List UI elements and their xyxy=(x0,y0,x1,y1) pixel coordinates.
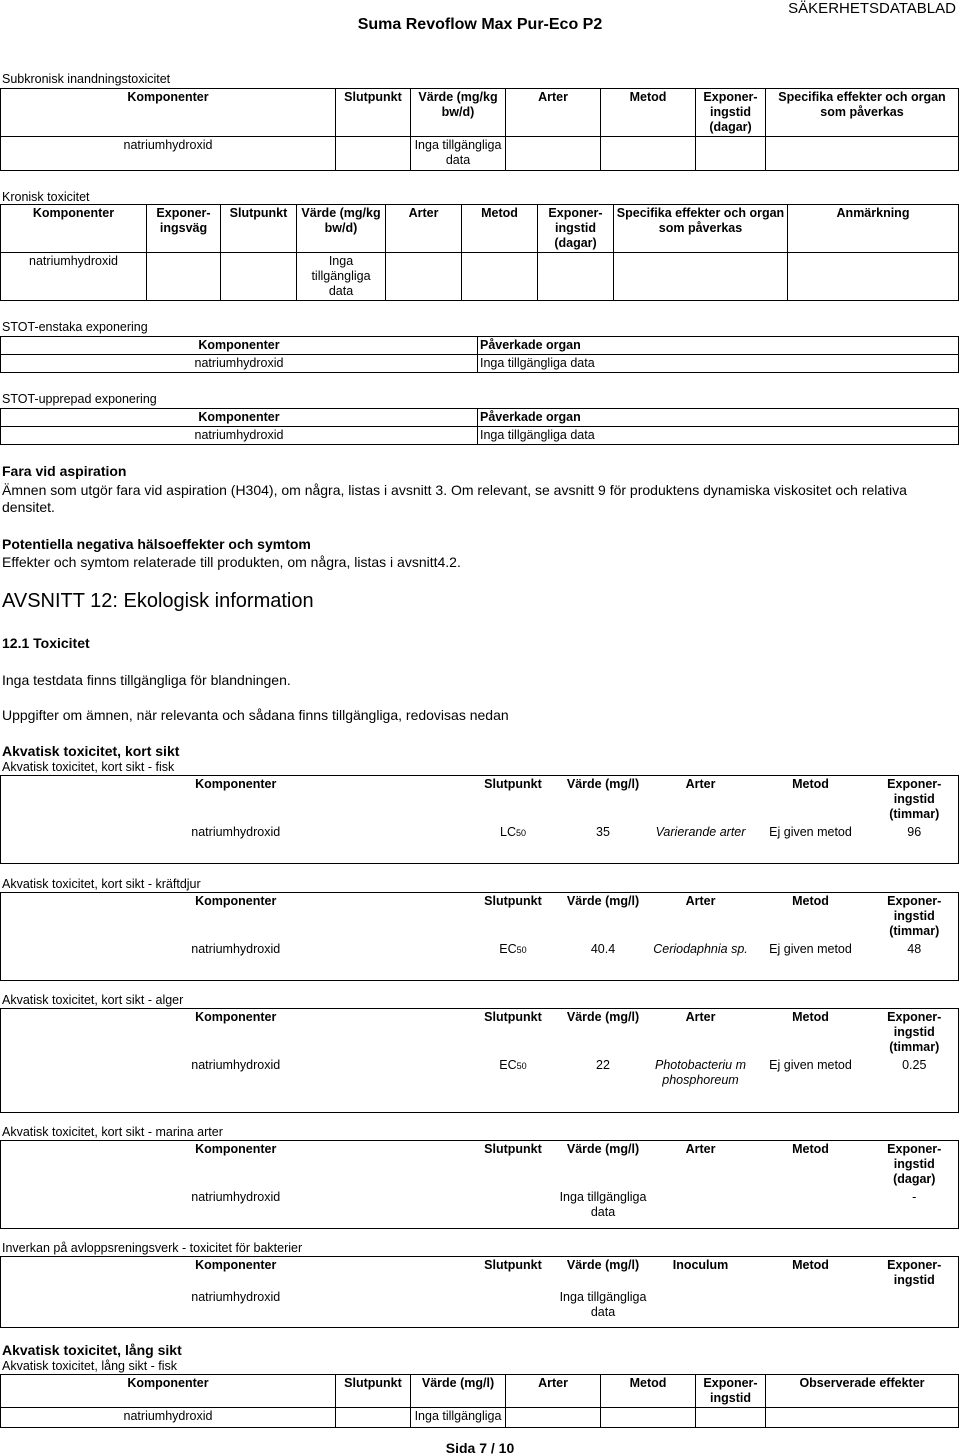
cell: Inga tillgängliga data xyxy=(559,1290,647,1319)
col-header: Komponenter xyxy=(1,205,147,253)
fish-table xyxy=(0,775,959,864)
cell xyxy=(766,137,959,171)
table-row xyxy=(1,137,959,171)
section-12-title: AVSNITT 12: Ekologisk information xyxy=(2,590,314,612)
col-header: Metod xyxy=(792,1142,829,1156)
col-header: Anmärkning xyxy=(788,205,959,253)
col-header: Slutpunkt xyxy=(484,1010,542,1024)
cell: Inga tillgängliga data xyxy=(559,1189,647,1219)
col-header: Värde (mg/l) xyxy=(566,1258,640,1272)
table-row xyxy=(1,824,959,864)
potential-heading: Potentiella negativa hälsoeffekter och symtom xyxy=(2,536,311,552)
bacteria-table xyxy=(0,1256,959,1328)
cell: natriumhydroxid xyxy=(1,1408,336,1428)
cell: 22 xyxy=(596,1057,610,1072)
cell: Ej given metod xyxy=(769,941,852,956)
cell: Photobacteriu m phosphoreum xyxy=(654,1057,747,1087)
col-header: Exponer-ingstid (timmar) xyxy=(887,1010,942,1054)
col-header: Arter xyxy=(506,89,601,137)
cell xyxy=(766,1408,959,1428)
cell: Inga tillgängliga data xyxy=(411,137,506,171)
cell xyxy=(751,1189,871,1229)
col-header: Metod xyxy=(792,894,829,908)
table-row xyxy=(1,1289,959,1327)
endpoint-subscript: 50 xyxy=(516,1060,527,1071)
col-header: Slutpunkt xyxy=(336,89,411,137)
cell: Ceriodaphnia sp. xyxy=(653,941,748,956)
col-header: Komponenter xyxy=(195,1258,277,1272)
cell xyxy=(651,1189,751,1229)
cell: 35 xyxy=(596,824,610,839)
chronic-label: Kronisk toxicitet xyxy=(2,190,90,204)
cell: natriumhydroxid xyxy=(191,824,281,839)
cell: natriumhydroxid xyxy=(1,427,478,445)
col-header: Inoculum xyxy=(672,1258,729,1272)
col-header: Komponenter xyxy=(1,1375,336,1408)
col-header: Värde (mg/kg bw/d) xyxy=(297,205,386,253)
crustacean-label: Akvatisk toxicitet, kort sikt - kräftdjur xyxy=(2,877,201,891)
no-test-data-text: Inga testdata finns tillgängliga för blandningen. xyxy=(2,672,291,688)
aspiration-heading: Fara vid aspiration xyxy=(2,463,127,479)
col-header: Metod xyxy=(462,205,538,253)
col-header: Slutpunkt xyxy=(484,894,542,908)
cell: Inga tillgängliga data xyxy=(478,355,959,373)
cell: natriumhydroxid xyxy=(191,941,281,956)
cell: Inga tillgängliga data xyxy=(478,427,959,445)
col-header: Arter xyxy=(685,777,716,791)
col-header: Värde (mg/kg bw/d) xyxy=(411,89,506,137)
col-header: Komponenter xyxy=(195,1142,277,1156)
cell xyxy=(601,137,696,171)
cell: natriumhydroxid xyxy=(191,1290,281,1304)
cell xyxy=(471,1189,556,1229)
cell xyxy=(538,253,614,301)
col-header: Exponer-ingstid (dagar) xyxy=(538,205,614,253)
col-header: Komponenter xyxy=(195,894,277,908)
col-header: Värde (mg/l) xyxy=(411,1375,506,1408)
col-header: Exponer-ingsväg xyxy=(147,205,221,253)
col-header: Exponer-ingstid xyxy=(696,1375,766,1408)
subchronic-table xyxy=(0,88,959,171)
table-row xyxy=(1,253,959,301)
cell: 96 xyxy=(907,824,922,839)
col-header: Exponer-ingstid (timmar) xyxy=(887,894,942,938)
table-row xyxy=(1,355,959,373)
cell xyxy=(871,1289,959,1327)
col-header: Arter xyxy=(685,1010,716,1024)
cell xyxy=(506,1408,601,1428)
table-row xyxy=(1,941,959,981)
col-header: Värde (mg/l) xyxy=(566,894,640,908)
cell: natriumhydroxid xyxy=(1,355,478,373)
cell: - xyxy=(912,1189,917,1204)
bacteria-label: Inverkan på avloppsreningsverk - toxicitet för bakterier xyxy=(2,1241,303,1255)
page-number: Sida 7 / 10 xyxy=(0,1440,960,1456)
table-row xyxy=(1,1408,959,1428)
longterm-heading: Akvatisk toxicitet, lång sikt xyxy=(2,1342,182,1358)
col-header: Slutpunkt xyxy=(484,777,542,791)
col-header: Värde (mg/l) xyxy=(566,1010,640,1024)
col-header: Komponenter xyxy=(1,409,478,427)
endpoint: EC xyxy=(499,941,517,956)
col-header: Exponer-ingstid (dagar) xyxy=(696,89,766,137)
cell xyxy=(751,1289,871,1327)
col-header: Påverkade organ xyxy=(478,409,959,427)
stot-repeat-label: STOT-upprepad exponering xyxy=(2,392,157,406)
cell: natriumhydroxid xyxy=(1,253,147,301)
cell: natriumhydroxid xyxy=(1,137,336,171)
col-header: Värde (mg/l) xyxy=(566,1142,640,1156)
cell: natriumhydroxid xyxy=(191,1189,281,1204)
table-row xyxy=(1,1057,959,1113)
longterm-table xyxy=(0,1374,959,1428)
marine-label: Akvatisk toxicitet, kort sikt - marina arter xyxy=(2,1125,223,1139)
cell xyxy=(471,1057,556,1113)
cell xyxy=(147,253,221,301)
algae-table xyxy=(0,1008,959,1113)
fish-label: Akvatisk toxicitet, kort sikt - fisk xyxy=(2,760,175,774)
cell xyxy=(788,253,959,301)
col-header: Metod xyxy=(792,1010,829,1024)
cell xyxy=(601,1408,696,1428)
col-header: Slutpunkt xyxy=(336,1375,411,1408)
longterm-fish-label: Akvatisk toxicitet, lång sikt - fisk xyxy=(2,1359,178,1373)
endpoint: EC xyxy=(499,1057,517,1072)
cell: Inga tillgängliga xyxy=(411,1408,506,1428)
col-header: Påverkade organ xyxy=(478,337,959,355)
cell xyxy=(462,253,538,301)
col-header: Slutpunkt xyxy=(484,1142,542,1156)
col-header: Exponer-ingstid (timmar) xyxy=(887,777,942,821)
cell xyxy=(651,1289,751,1327)
col-header: Specifika effekter och organ som påverkas xyxy=(614,205,788,253)
cell: Inga tillgängliga data xyxy=(297,253,386,301)
cell xyxy=(696,137,766,171)
subchronic-label: Subkronisk inandningstoxicitet xyxy=(2,72,171,86)
col-header: Slutpunkt xyxy=(484,1258,542,1272)
col-header: Metod xyxy=(601,1375,696,1408)
col-header: Komponenter xyxy=(1,89,336,137)
acute-heading: Akvatisk toxicitet, kort sikt xyxy=(2,743,180,759)
col-header: Komponenter xyxy=(1,337,478,355)
col-header: Komponenter xyxy=(195,777,277,791)
stot-single-label: STOT-enstaka exponering xyxy=(2,320,148,334)
cell xyxy=(336,1408,411,1428)
aspiration-text: Ämnen som utgör fara vid aspiration (H304), om några, listas i avsnitt 3. Om relevant, se avsnitt 9 för produktens dynamiska viskositet och relativa densitet. xyxy=(2,482,907,515)
col-header: Arter xyxy=(386,205,462,253)
cell: Varierande arter xyxy=(655,824,746,839)
potential-text: Effekter och symtom relaterade till produkten, om några, listas i avsnitt4.2. xyxy=(2,554,461,570)
col-header: Metod xyxy=(601,89,696,137)
cell xyxy=(506,137,601,171)
col-header: Värde (mg/l) xyxy=(566,777,640,791)
table-row xyxy=(1,1189,959,1229)
cell: 0.25 xyxy=(902,1057,927,1072)
cell xyxy=(471,941,556,981)
col-header: Arter xyxy=(506,1375,601,1408)
cell xyxy=(471,1289,556,1327)
endpoint-subscript: 50 xyxy=(515,827,526,838)
section-12-1-title: 12.1 Toxicitet xyxy=(2,635,90,651)
crustacean-table xyxy=(0,892,959,981)
product-title: Suma Revoflow Max Pur-Eco P2 xyxy=(357,16,603,33)
cell xyxy=(696,1408,766,1428)
cell xyxy=(336,137,411,171)
cell xyxy=(386,253,462,301)
endpoint: LC xyxy=(500,824,516,839)
col-header: Metod xyxy=(792,1258,829,1272)
cell: Ej given metod xyxy=(769,824,852,839)
table-row xyxy=(1,427,959,445)
cell xyxy=(614,253,788,301)
cell: Ej given metod xyxy=(769,1057,852,1072)
substance-data-text: Uppgifter om ämnen, när relevanta och sådana finns tillgängliga, redovisas nedan xyxy=(2,707,509,723)
cell: 40.4 xyxy=(590,941,616,956)
algae-label: Akvatisk toxicitet, kort sikt - alger xyxy=(2,993,184,1007)
document-type: SÄKERHETSDATABLAD xyxy=(788,0,956,17)
col-header: Exponer-ingstid xyxy=(887,1258,942,1287)
col-header: Arter xyxy=(685,1142,716,1156)
cell xyxy=(221,253,297,301)
col-header: Komponenter xyxy=(195,1010,277,1024)
chronic-table xyxy=(0,204,959,301)
cell: 48 xyxy=(907,941,922,956)
col-header: Slutpunkt xyxy=(221,205,297,253)
col-header: Arter xyxy=(685,894,716,908)
stot-repeat-table xyxy=(0,408,959,445)
cell xyxy=(471,824,556,864)
col-header: Metod xyxy=(792,777,829,791)
cell: natriumhydroxid xyxy=(191,1057,281,1072)
col-header: Specifika effekter och organ som påverkas xyxy=(766,89,959,137)
col-header: Observerade effekter xyxy=(766,1375,959,1408)
col-header: Exponer-ingstid (dagar) xyxy=(887,1142,942,1186)
stot-single-table xyxy=(0,336,959,373)
endpoint-subscript: 50 xyxy=(516,944,527,955)
marine-table xyxy=(0,1140,959,1229)
